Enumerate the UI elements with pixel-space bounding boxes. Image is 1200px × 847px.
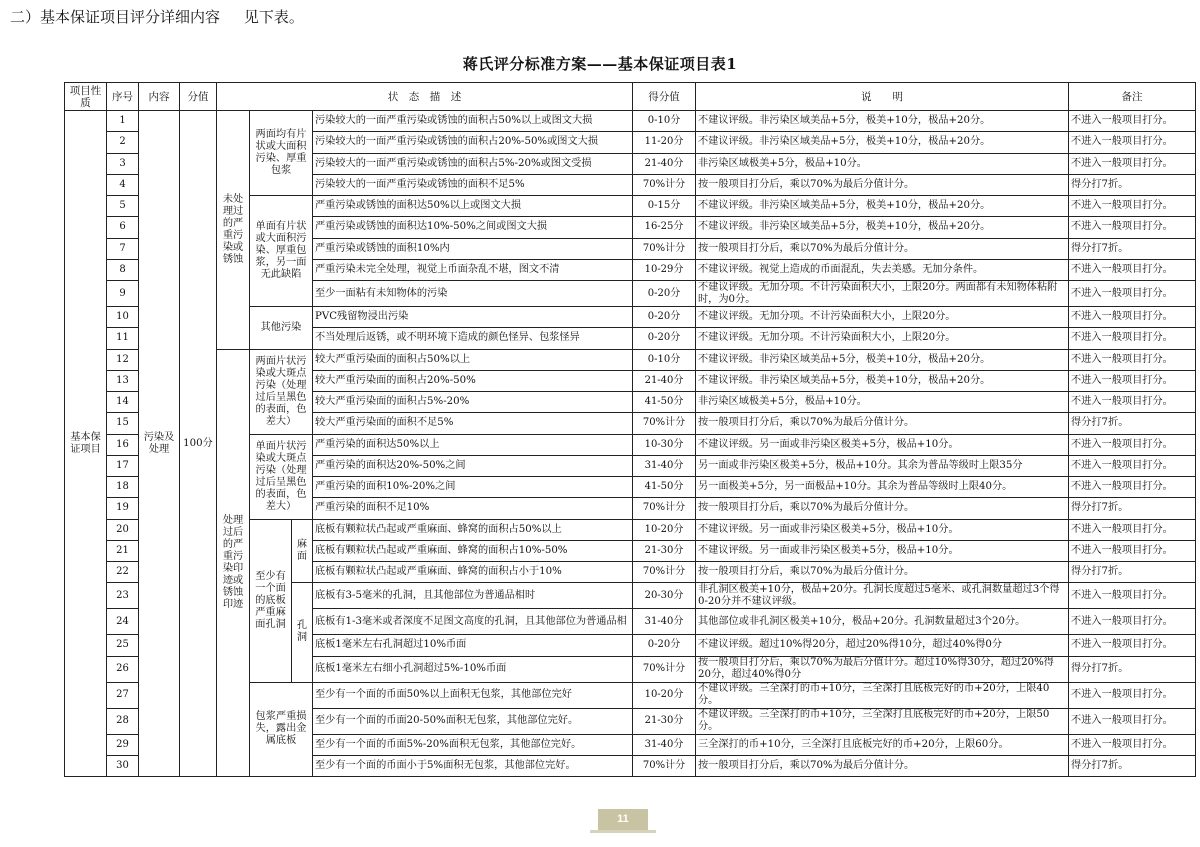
points-cell: 0-20分 xyxy=(633,281,696,307)
points-cell: 16-25分 xyxy=(633,217,696,238)
seq-cell: 27 xyxy=(107,682,139,708)
seq-cell: 29 xyxy=(107,734,139,755)
points-cell: 31-40分 xyxy=(633,734,696,755)
seq-cell: 20 xyxy=(107,519,139,540)
explain-cell: 不建议评级。非污染区域美品+5分，极美+10分，极品+20分。 xyxy=(696,132,1069,153)
desc-cell: 严重污染的面积不足10% xyxy=(313,498,633,519)
points-cell: 0-20分 xyxy=(633,635,696,656)
points-cell: 0-20分 xyxy=(633,307,696,328)
desc-cell: 不当处理后返锈，或不明环境下造成的颜色怪异、包浆怪异 xyxy=(313,328,633,349)
points-cell: 70%计分 xyxy=(633,562,696,583)
points-cell: 10-29分 xyxy=(633,259,696,280)
seq-cell: 17 xyxy=(107,455,139,476)
seq-cell: 22 xyxy=(107,562,139,583)
explain-cell: 非孔洞区极美+10分，极品+20分。孔洞长度超过5毫米、或孔洞数量超过3个得0-20分并不建议评级。 xyxy=(696,583,1069,609)
seq-cell: 12 xyxy=(107,349,139,370)
table-title: 蒋氏评分标准方案——基本保证项目表1 xyxy=(462,55,738,73)
seq-cell: 11 xyxy=(107,328,139,349)
seq-cell: 23 xyxy=(107,583,139,609)
explain-cell: 按一般项目打分后，乘以70%为最后分值计分。 xyxy=(696,413,1069,434)
header-content: 内容 xyxy=(139,83,180,111)
remark-cell: 不进入一般项目打分。 xyxy=(1069,477,1196,498)
desc-cell: 较大严重污染面的面积占5%-20% xyxy=(313,392,633,413)
table-row xyxy=(65,111,1196,132)
points-cell: 0-20分 xyxy=(633,328,696,349)
nature-cell: 基本保证项目 xyxy=(65,111,107,777)
explain-cell: 不建议评级。另一面或非污染区极美+5分，极品+10分。 xyxy=(696,434,1069,455)
header-points: 得分值 xyxy=(633,83,696,111)
explain-cell: 不建议评级。另一面或非污染区极美+5分，极品+10分。 xyxy=(696,519,1069,540)
page-number-underline xyxy=(590,830,656,833)
seq-cell: 14 xyxy=(107,392,139,413)
desc-cell: 较大严重污染面的面积不足5% xyxy=(313,413,633,434)
points-cell: 11-20分 xyxy=(633,132,696,153)
desc-cell: 严重污染的面积达20%-50%之间 xyxy=(313,455,633,476)
points-cell: 10-20分 xyxy=(633,682,696,708)
header-nature: 项目性质 xyxy=(65,83,107,111)
points-cell: 10-20分 xyxy=(633,519,696,540)
points-cell: 20-30分 xyxy=(633,583,696,609)
remark-cell: 不进入一般项目打分。 xyxy=(1069,583,1196,609)
desc-cell: 严重污染未完全处理，视觉上币面杂乱不堪，图文不清 xyxy=(313,259,633,280)
desc-cell: 至少有一个面的币面5%-20%面积无包浆，其他部位完好。 xyxy=(313,734,633,755)
remark-cell: 得分打7折。 xyxy=(1069,755,1196,776)
explain-cell: 按一般项目打分后，乘以70%为最后分值计分。 xyxy=(696,755,1069,776)
desc-cell: 底板有颗粒状凸起或严重麻面、蜂窝的面积占50%以上 xyxy=(313,519,633,540)
remark-cell: 得分打7折。 xyxy=(1069,413,1196,434)
desc-cell: 至少一面粘有未知物体的污染 xyxy=(313,281,633,307)
scoring-table xyxy=(64,82,1196,777)
points-cell: 21-40分 xyxy=(633,153,696,174)
remark-cell: 不进入一般项目打分。 xyxy=(1069,434,1196,455)
remark-cell: 不进入一般项目打分。 xyxy=(1069,734,1196,755)
sub-both-sides: 两面均有片状或大面积污染、厚重包浆 xyxy=(250,111,313,196)
explain-cell: 不建议评级。三全深打的币+10分，三全深打且底板完好的币+20分，上限50分。 xyxy=(696,708,1069,734)
points-cell: 0-10分 xyxy=(633,111,696,132)
desc-cell: 底板有3-5毫米的孔洞，且其他部位为普通品相时 xyxy=(313,583,633,609)
desc-cell: 底板1毫米左右孔洞超过10%币面 xyxy=(313,635,633,656)
explain-cell: 不建议评级。无加分项。不计污染面积大小，上限20分。 xyxy=(696,328,1069,349)
remark-cell: 得分打7折。 xyxy=(1069,656,1196,682)
explain-cell: 按一般项目打分后，乘以70%为最后分值计分。 xyxy=(696,238,1069,259)
points-cell: 0-15分 xyxy=(633,196,696,217)
explain-cell: 不建议评级。无加分项。不计污染面积大小，上限20分。两面都有未知物体粘附时，为0分。 xyxy=(696,281,1069,307)
points-cell: 21-30分 xyxy=(633,708,696,734)
remark-cell: 得分打7折。 xyxy=(1069,174,1196,195)
seq-cell: 8 xyxy=(107,259,139,280)
remark-cell: 不进入一般项目打分。 xyxy=(1069,635,1196,656)
desc-cell: 至少有一个面的币面小于5%面积无包浆，其他部位完好。 xyxy=(313,755,633,776)
points-cell: 70%计分 xyxy=(633,498,696,519)
score-cell: 100分 xyxy=(180,111,217,777)
desc-cell: 污染较大的一面严重污染或锈蚀的面积不足5% xyxy=(313,174,633,195)
explain-cell: 按一般项目打分后，乘以70%为最后分值计分。 xyxy=(696,498,1069,519)
seq-cell: 28 xyxy=(107,708,139,734)
points-cell: 0-10分 xyxy=(633,349,696,370)
explain-cell: 不建议评级。非污染区域美品+5分，极美+10分，极品+20分。 xyxy=(696,349,1069,370)
explain-cell: 按一般项目打分后，乘以70%为最后分值计分。超过10%得30分，超过20%得20分，超过40%得0分 xyxy=(696,656,1069,682)
sub-other: 其他污染 xyxy=(250,307,313,350)
header-remark: 备注 xyxy=(1069,83,1196,111)
seq-cell: 9 xyxy=(107,281,139,307)
remark-cell: 不进入一般项目打分。 xyxy=(1069,132,1196,153)
remark-cell: 得分打7折。 xyxy=(1069,238,1196,259)
desc-cell: 严重污染的面积达50%以上 xyxy=(313,434,633,455)
desc-cell: PVC残留物浸出污染 xyxy=(313,307,633,328)
points-cell: 70%计分 xyxy=(633,755,696,776)
desc-cell: 严重污染的面积10%-20%之间 xyxy=(313,477,633,498)
header-seq: 序号 xyxy=(107,83,139,111)
points-cell: 31-40分 xyxy=(633,609,696,635)
explain-cell: 非污染区域极美+5分，极品+10分。 xyxy=(696,153,1069,174)
header-status: 状 态 描 述 xyxy=(217,83,633,111)
remark-cell: 不进入一般项目打分。 xyxy=(1069,259,1196,280)
table-row xyxy=(65,349,1196,370)
seq-cell: 25 xyxy=(107,635,139,656)
explain-cell: 另一面极美+5分，另一面极品+10分。其余为普品等级时上限40分。 xyxy=(696,477,1069,498)
seq-cell: 3 xyxy=(107,153,139,174)
explain-cell: 不建议评级。超过10%得20分，超过20%得10分，超过40%得0分 xyxy=(696,635,1069,656)
points-cell: 70%计分 xyxy=(633,238,696,259)
desc-cell: 至少有一个面的币面20-50%面积无包浆，其他部位完好。 xyxy=(313,708,633,734)
explain-cell: 不建议评级。非污染区域美品+5分，极美+10分，极品+20分。 xyxy=(696,370,1069,391)
points-cell: 70%计分 xyxy=(633,656,696,682)
points-cell: 41-50分 xyxy=(633,477,696,498)
desc-cell: 严重污染或锈蚀的面积达10%-50%之间或图文大损 xyxy=(313,217,633,238)
points-cell: 21-30分 xyxy=(633,540,696,561)
category-treated: 处理过后的严重污染印迹或锈蚀印迹 xyxy=(217,349,250,777)
explain-cell: 不建议评级。无加分项。不计污染面积大小，上限20分。 xyxy=(696,307,1069,328)
explain-cell: 不建议评级。三全深打的币+10分，三全深打且底板完好的币+20分，上限40分。 xyxy=(696,682,1069,708)
remark-cell: 不进入一般项目打分。 xyxy=(1069,217,1196,238)
desc-cell: 较大严重污染面的面积占20%-50% xyxy=(313,370,633,391)
seq-cell: 10 xyxy=(107,307,139,328)
remark-cell: 不进入一般项目打分。 xyxy=(1069,328,1196,349)
desc-cell: 底板有1-3毫米或者深度不足图文高度的孔洞，且其他部位为普通品相 xyxy=(313,609,633,635)
seq-cell: 24 xyxy=(107,609,139,635)
explain-cell: 不建议评级。另一面或非污染区极美+5分，极品+10分。 xyxy=(696,540,1069,561)
desc-cell: 严重污染或锈蚀的面积10%内 xyxy=(313,238,633,259)
explain-cell: 另一面或非污染区极美+5分，极品+10分。其余为普品等级时上限35分 xyxy=(696,455,1069,476)
sub-patina-loss: 包浆严重损失，露出金属底板 xyxy=(250,682,313,777)
seq-cell: 18 xyxy=(107,477,139,498)
seq-cell: 1 xyxy=(107,111,139,132)
remark-cell: 得分打7折。 xyxy=(1069,562,1196,583)
desc-cell: 底板1毫米左右细小孔洞超过5%-10%币面 xyxy=(313,656,633,682)
seq-cell: 21 xyxy=(107,540,139,561)
header-score: 分值 xyxy=(180,83,217,111)
desc-cell: 污染较大的一面严重污染或锈蚀的面积占50%以上或图文大损 xyxy=(313,111,633,132)
remark-cell: 不进入一般项目打分。 xyxy=(1069,609,1196,635)
sub-single-side-patches: 单面片状污染或大斑点污染（处理过后呈黑色的表面，色差大） xyxy=(250,434,313,519)
seq-cell: 5 xyxy=(107,196,139,217)
remark-cell: 不进入一般项目打分。 xyxy=(1069,540,1196,561)
explain-cell: 三全深打的币+10分，三全深打且底板完好的币+20分，上限60分。 xyxy=(696,734,1069,755)
header-explain: 说 明 xyxy=(696,83,1069,111)
sub-pitted: 麻面 xyxy=(292,519,313,583)
explain-cell: 非污染区域极美+5分，极品+10分。 xyxy=(696,392,1069,413)
seq-cell: 6 xyxy=(107,217,139,238)
remark-cell: 不进入一般项目打分。 xyxy=(1069,370,1196,391)
seq-cell: 19 xyxy=(107,498,139,519)
seq-cell: 26 xyxy=(107,656,139,682)
seq-cell: 15 xyxy=(107,413,139,434)
points-cell: 70%计分 xyxy=(633,413,696,434)
points-cell: 31-40分 xyxy=(633,455,696,476)
remark-cell: 不进入一般项目打分。 xyxy=(1069,708,1196,734)
desc-cell: 底板有颗粒状凸起或严重麻面、蜂窝的面积占10%-50% xyxy=(313,540,633,561)
seq-cell: 4 xyxy=(107,174,139,195)
points-cell: 21-40分 xyxy=(633,370,696,391)
points-cell: 41-50分 xyxy=(633,392,696,413)
desc-cell: 严重污染或锈蚀的面积达50%以上或图文大损 xyxy=(313,196,633,217)
remark-cell: 得分打7折。 xyxy=(1069,498,1196,519)
explain-cell: 其他部位或非孔洞区极美+10分，极品+20分。孔洞数量超过3个20分。 xyxy=(696,609,1069,635)
remark-cell: 不进入一般项目打分。 xyxy=(1069,196,1196,217)
intro-line: 二）基本保证项目评分详细内容 见下表。 xyxy=(10,8,304,26)
explain-cell: 不建议评级。非污染区域美品+5分，极美+10分，极品+20分。 xyxy=(696,217,1069,238)
remark-cell: 不进入一般项目打分。 xyxy=(1069,455,1196,476)
remark-cell: 不进入一般项目打分。 xyxy=(1069,392,1196,413)
category-untreated: 未处理过的严重污染或锈蚀 xyxy=(217,111,250,350)
explain-cell: 不建议评级。视觉上造成的币面混乱，失去美感。无加分条件。 xyxy=(696,259,1069,280)
explain-cell: 不建议评级。非污染区域美品+5分，极美+10分，极品+20分。 xyxy=(696,196,1069,217)
seq-cell: 2 xyxy=(107,132,139,153)
seq-cell: 30 xyxy=(107,755,139,776)
sub-holes: 孔洞 xyxy=(292,583,313,682)
seq-cell: 16 xyxy=(107,434,139,455)
remark-cell: 不进入一般项目打分。 xyxy=(1069,281,1196,307)
points-cell: 10-30分 xyxy=(633,434,696,455)
remark-cell: 不进入一般项目打分。 xyxy=(1069,682,1196,708)
explain-cell: 按一般项目打分后，乘以70%为最后分值计分。 xyxy=(696,174,1069,195)
desc-cell: 至少有一个面的币面50%以上面积无包浆，其他部位完好 xyxy=(313,682,633,708)
points-cell: 70%计分 xyxy=(633,174,696,195)
header-row xyxy=(65,83,1196,111)
sub-both-sides-patches: 两面片状污染或大斑点污染（处理过后呈黑色的表面，色差大） xyxy=(250,349,313,434)
desc-cell: 污染较大的一面严重污染或锈蚀的面积占20%-50%或图文大损 xyxy=(313,132,633,153)
remark-cell: 不进入一般项目打分。 xyxy=(1069,153,1196,174)
remark-cell: 不进入一般项目打分。 xyxy=(1069,519,1196,540)
desc-cell: 较大严重污染面的面积占50%以上 xyxy=(313,349,633,370)
explain-cell: 不建议评级。非污染区域美品+5分，极美+10分，极品+20分。 xyxy=(696,111,1069,132)
remark-cell: 不进入一般项目打分。 xyxy=(1069,307,1196,328)
remark-cell: 不进入一般项目打分。 xyxy=(1069,111,1196,132)
content-cell: 污染及处理 xyxy=(139,111,180,777)
desc-cell: 污染较大的一面严重污染或锈蚀的面积占5%-20%或图文受损 xyxy=(313,153,633,174)
seq-cell: 13 xyxy=(107,370,139,391)
remark-cell: 不进入一般项目打分。 xyxy=(1069,349,1196,370)
sub-single-side: 单面有片状或大面积污染、厚重包浆，另一面无此缺陷 xyxy=(250,196,313,307)
explain-cell: 按一般项目打分后，乘以70%为最后分值计分。 xyxy=(696,562,1069,583)
sub-base-defect: 至少有一个面的底板严重麻面孔洞 xyxy=(250,519,292,682)
desc-cell: 底板有颗粒状凸起或严重麻面、蜂窝的面积占小于10% xyxy=(313,562,633,583)
page-number: 11 xyxy=(598,809,648,830)
seq-cell: 7 xyxy=(107,238,139,259)
